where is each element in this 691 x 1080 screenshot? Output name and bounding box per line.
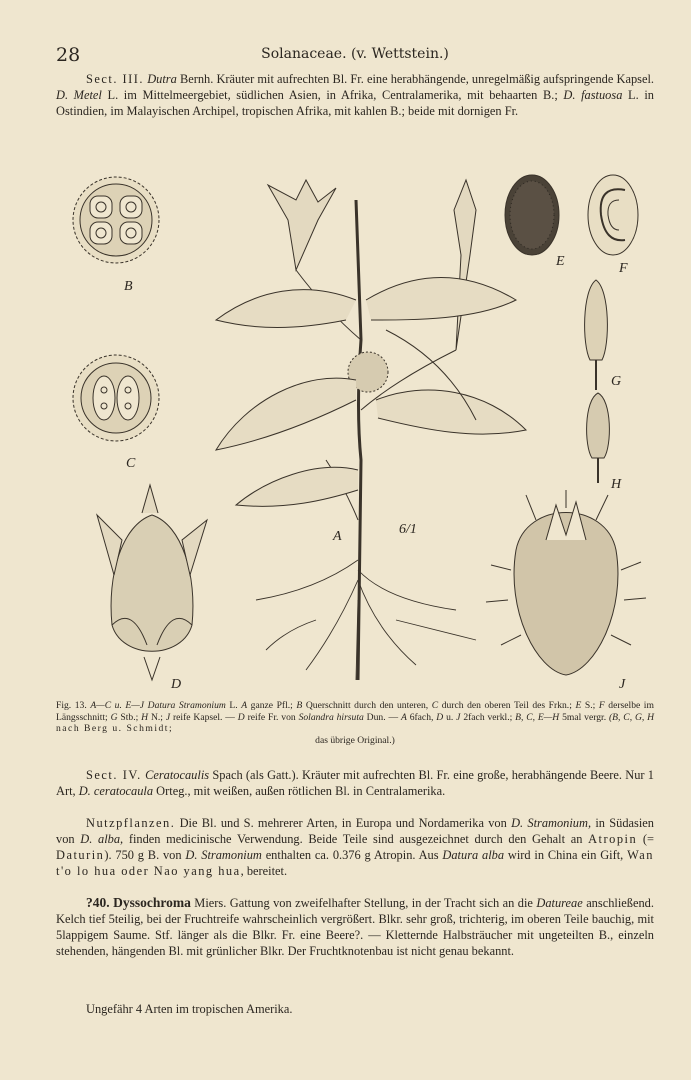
caption-part: H — [141, 711, 149, 723]
datura-illustration — [56, 160, 654, 695]
sect3-text2: L. im Mittelmeergebiet, südlichen Asien, in Afrika, Centralamerika, mit behaarten B.; — [107, 88, 558, 103]
nutz-species: D. Stramonium — [185, 848, 262, 863]
nutz-species: D. alba, — [80, 832, 124, 847]
caption-part: D — [237, 711, 245, 723]
caption-end: das übrige Original.) — [315, 734, 395, 746]
sect3-species-fastuosa: D. fastuosa — [563, 88, 623, 103]
label-c: C — [126, 456, 136, 471]
nutz-label: Nutzpflanzen. — [86, 816, 176, 830]
caption-part: u. — [446, 711, 454, 723]
caption-part: S.; — [584, 700, 596, 711]
caption-part: A—C u. E—J — [90, 700, 145, 711]
caption-part: F — [598, 700, 605, 711]
fig-f-seed-section — [588, 175, 638, 255]
caption-part: J — [165, 711, 171, 723]
figure-13 — [56, 160, 654, 695]
nutz-species: Datura alba — [442, 848, 505, 863]
caption-part: Dun. — — [366, 711, 399, 723]
dysso-note: Ungefähr 4 Arten im tropischen Amerika. — [86, 1002, 293, 1016]
fig-g-stamen — [585, 280, 608, 390]
sect4-text2: Orteg., mit weißen, außen rötlichen Bl. in Centralamerika. — [156, 784, 446, 799]
label-h: H — [611, 477, 622, 492]
page-number: 28 — [56, 44, 81, 66]
label-e: E — [556, 254, 565, 269]
sect3-text1: Bernh. Kräuter mit aufrechten Bl. Fr. eine herabhängende, unregelmäßig aufspringende Kapsel. — [179, 72, 654, 86]
caption-part: C — [431, 700, 439, 711]
caption-part: derselbe im Längsschnitt; — [56, 700, 654, 723]
dysso-tribe: Datureae — [536, 896, 583, 910]
genus-number: ?40. — [86, 895, 110, 910]
nutz-text: (= — [642, 832, 654, 847]
sect4-species: D. ceratocaula — [78, 784, 154, 799]
nutz-text: wird in China ein Gift, — [507, 848, 624, 863]
figure-caption — [56, 700, 654, 746]
caption-part: J — [456, 711, 461, 723]
fig-b-cross-section — [73, 177, 159, 263]
sect3-species-metel: D. Metel — [56, 88, 102, 103]
fig-e-seed — [505, 175, 559, 255]
sect4-paragraph — [56, 767, 654, 799]
label-g: G — [611, 374, 622, 389]
caption-part: Querschnitt durch den unteren, — [305, 700, 429, 711]
sect3-genus: Dutra — [147, 72, 177, 86]
genus-name: Dyssochroma — [113, 895, 191, 910]
caption-part: durch den oberen Teil des Frkn.; — [441, 700, 572, 711]
caption-part: 5mal vergr. — [562, 711, 607, 723]
sect4-label: Sect. IV. — [86, 768, 142, 782]
dysso-text: Miers. Gattung von zweifelhafter Stellung, in der Tracht sich an die — [194, 896, 533, 910]
caption-part: N.; — [150, 711, 163, 723]
caption-part: 2fach verkl.; — [463, 711, 513, 723]
caption-part: A — [400, 711, 407, 723]
dysso-text: anschließend. Kelch tief 5teilig, bei der Fruchtreife wahrscheinlich vergrößert. Blkr. sehr groß, trichterig, im oberen Teile bauchig, mit 5lappigem Saume. Stf. länger als die Blkr. Fr. eine Beere?. — Kletternde Halbsträucher mit ungeteilten B., einzeln stehenden, hängenden Bl. mit grünlicher Blkr. Der Fruchtknotenbau ist nicht genau bekannt. — [56, 896, 654, 959]
caption-part: B — [296, 700, 303, 711]
caption-part: ganze Pfl.; — [250, 700, 293, 711]
nutz-text: in Südasien von — [56, 816, 654, 847]
fig-h-stigma — [587, 393, 610, 483]
page-header — [56, 42, 654, 68]
nutz-atropin: Atropin — [588, 832, 638, 847]
fig-d-fruit — [97, 485, 207, 680]
label-d: D — [171, 677, 182, 692]
caption-part: (B, C, G, H — [608, 711, 655, 723]
caption-part: reife Kapsel. — — [172, 711, 235, 723]
running-head: Solanaceae. (v. Wettstein.) — [261, 46, 449, 62]
caption-part: E — [575, 700, 582, 711]
sect4-genus: Ceratocaulis — [145, 768, 210, 782]
caption-part: D — [436, 711, 444, 723]
label-b: B — [124, 279, 133, 294]
caption-part: G — [110, 711, 118, 723]
nutz-text: finden medicinische Verwendung. Beide Teile sind ausgezeichnet durch den Gehalt an — [128, 832, 583, 847]
nutz-species: D. Stramonium, — [511, 816, 592, 830]
nutz-text: Die Bl. und S. mehrerer Arten, in Europa und Nordamerika von — [179, 816, 507, 830]
nutzpflanzen-paragraph — [56, 815, 654, 879]
nutz-text: ). 750 g B. von — [104, 848, 182, 863]
sect4-text1: Spach (als Gatt.). Kräuter mit aufrechten Bl. Fr. eine große, herabhängende Beere. Nur 1 Art, — [56, 768, 654, 799]
caption-species: Datura Stramonium — [147, 700, 226, 711]
caption-part: reife Fr. von — [247, 711, 296, 723]
dyssochroma-paragraph — [56, 895, 654, 959]
label-a: A — [333, 529, 342, 544]
fig-j-ripe-capsule — [486, 490, 646, 675]
nutz-daturin: Daturin — [56, 848, 105, 863]
label-j: J — [619, 677, 626, 692]
caption-part: B, C, E—H — [515, 711, 560, 723]
caption-part: 6fach, — [409, 711, 434, 723]
caption-part: Stb.; — [120, 711, 139, 723]
caption-part: A — [241, 700, 248, 711]
caption-part: nach Berg u. Schmidt; — [56, 723, 174, 735]
sect3-label: Sect. III. — [86, 72, 145, 86]
sect3-paragraph — [56, 71, 654, 119]
dyssochroma-note — [56, 1001, 654, 1017]
sect3-text3: L. in Ostindien, im Malayischen Archipel, tropischen Afrika, mit kahlen B.; beide mit dornigen Fr. — [56, 88, 654, 119]
nutz-text: enthalten ca. 0.376 g Atropin. Aus — [265, 848, 439, 863]
fig-c-cross-section — [73, 355, 159, 441]
label-f: F — [619, 261, 628, 276]
caption-lead: Fig. 13. — [56, 700, 87, 711]
caption-part: L. — [229, 700, 238, 711]
nutz-gift-name: Wan t'o lo hua oder Nao yang hua — [56, 848, 655, 879]
caption-species: Solandra hirsuta — [298, 711, 364, 723]
nutz-text: , bereitet. — [240, 864, 288, 879]
fig-a-whole-plant — [216, 180, 526, 680]
label-scale: 6/1 — [399, 522, 417, 537]
